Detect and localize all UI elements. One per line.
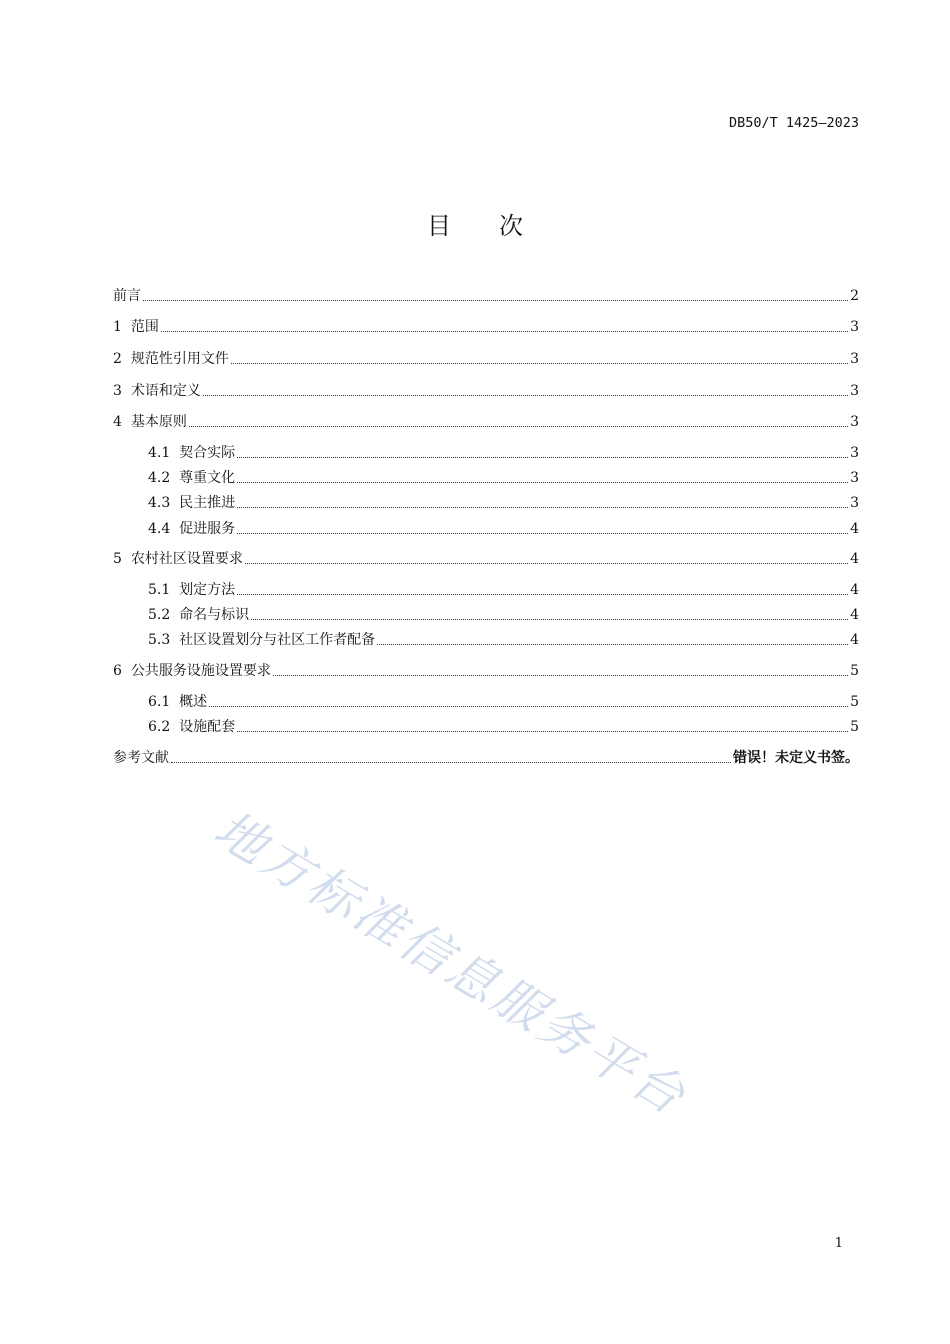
toc-entry-4-1[interactable] [148,443,859,463]
dot-leader [237,532,848,534]
toc-entry-4-4[interactable] [148,519,859,539]
dot-leader [377,643,848,645]
toc-entry-label: 命名与标识 [179,607,250,623]
toc-entry-page: 4 [850,521,859,537]
toc-entry-number: 6 [113,663,122,679]
dot-leader [237,730,848,732]
toc-entry-page: 4 [850,632,859,648]
toc-entry-label: 尊重文化 [179,470,236,486]
toc-entry-number: 5.3 [148,632,171,648]
toc-entry-label: 促进服务 [179,521,236,537]
toc-entry-number: 4.4 [148,521,171,537]
dot-leader [273,674,848,676]
toc-entry-4-2[interactable] [148,468,859,488]
toc-entry-label: 社区设置划分与社区工作者配备 [179,632,376,648]
toc-entry-page: 4 [850,607,859,623]
toc-entry-number: 6.2 [148,719,171,735]
toc-entry-5-2[interactable] [148,605,859,625]
toc-entry-label: 前言 [113,288,141,304]
dot-leader [237,456,848,458]
toc-entry-page: 3 [850,351,859,367]
dot-leader [245,562,848,564]
toc-entry-page: 4 [850,582,859,598]
toc-entry-4-3[interactable] [148,493,859,513]
toc-entry-page: 2 [850,288,859,304]
toc-entry-page: 3 [850,383,859,399]
dot-leader [251,618,848,620]
toc-entry-5-1[interactable] [148,580,859,600]
toc-entry-number: 4.2 [148,470,171,486]
toc-entry-number: 1 [113,319,122,335]
toc-entry-label: 术语和定义 [130,383,201,399]
toc-entry-4[interactable] [113,412,859,432]
dot-leader [231,362,848,364]
toc-entry-label: 参考文献 [113,750,169,766]
toc-entry-label: 农村社区设置要求 [130,551,243,567]
toc-entry-number: 5.2 [148,607,171,623]
toc-entry-6-2[interactable] [148,717,859,737]
toc-entry-number: 5 [113,551,122,567]
toc-entry-number: 5.1 [148,582,171,598]
title-char-1: 目 [427,212,451,240]
toc-entry-page: 3 [850,445,859,461]
toc-entry-page: 3 [850,495,859,511]
toc-entry-label: 契合实际 [179,445,236,461]
toc-entry-page: 5 [850,663,859,679]
toc-entry-3[interactable] [113,381,859,401]
toc-entry-label: 范围 [130,319,159,335]
toc-entry-label: 基本原则 [130,414,187,430]
toc-entry-number: 6.1 [148,694,171,710]
toc-entry-6[interactable] [113,661,859,681]
toc-entry-references[interactable] [113,748,859,768]
toc-entry-label: 公共服务设施设置要求 [130,663,271,679]
dot-leader [143,299,848,301]
toc-entry-number: 2 [113,351,122,367]
toc-entry-page: 3 [850,414,859,430]
dot-leader [209,705,848,707]
toc-entry-1[interactable] [113,317,859,337]
toc-entry-foreword[interactable] [113,286,859,306]
toc-entry-page: 3 [850,319,859,335]
toc-entry-label: 设施配套 [179,719,236,735]
dot-leader [237,481,848,483]
toc-entry-page: 5 [850,719,859,735]
page-title [0,206,950,241]
toc-entry-page: 5 [850,694,859,710]
toc-entry-page: 3 [850,470,859,486]
toc-entry-label: 概述 [179,694,208,710]
toc-entry-5[interactable] [113,549,859,569]
toc-entry-number: 4.1 [148,445,171,461]
page-number: 1 [834,1236,843,1251]
toc-entry-label: 民主推进 [179,495,236,511]
dot-leader [203,394,848,396]
toc-entry-page-error: 错误！未定义书签。 [733,750,859,766]
dot-leader [237,593,848,595]
toc-entry-number: 4.3 [148,495,171,511]
title-char-2: 次 [499,212,523,240]
document-code: DB50/T 1425—2023 [728,115,859,131]
watermark: 地方标准信息服务平台 [204,799,698,1128]
dot-leader [237,506,848,508]
toc-entry-2[interactable] [113,349,859,369]
dot-leader [189,425,848,427]
toc-entry-number: 4 [113,414,122,430]
toc-entry-6-1[interactable] [148,692,859,712]
toc-entry-label: 规范性引用文件 [130,351,229,367]
dot-leader [171,761,731,763]
toc-entry-5-3[interactable] [148,630,859,650]
toc-entry-page: 4 [850,551,859,567]
dot-leader [161,330,848,332]
toc-entry-number: 3 [113,383,122,399]
toc-entry-label: 划定方法 [179,582,236,598]
